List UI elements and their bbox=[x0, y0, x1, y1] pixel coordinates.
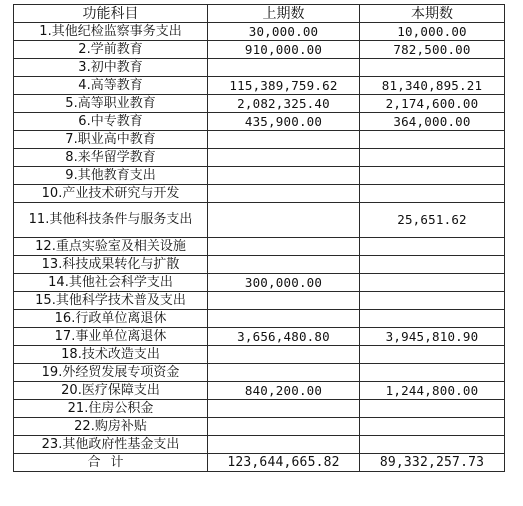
table-row bbox=[14, 59, 505, 77]
row-previous-value: 30,000.00 bbox=[208, 23, 360, 41]
table-row bbox=[14, 23, 505, 41]
table-row bbox=[14, 185, 505, 203]
row-subject: 6.中专教育 bbox=[14, 113, 208, 131]
row-previous-value bbox=[208, 149, 360, 167]
table-row bbox=[14, 274, 505, 292]
row-current-value bbox=[360, 167, 505, 185]
row-subject: 4.高等教育 bbox=[14, 77, 208, 95]
row-subject: 13.科技成果转化与扩散 bbox=[14, 256, 208, 274]
row-subject: 16.行政单位离退休 bbox=[14, 310, 208, 328]
row-subject: 8.来华留学教育 bbox=[14, 149, 208, 167]
table-row bbox=[14, 167, 505, 185]
table-row bbox=[14, 292, 505, 310]
row-current-value bbox=[360, 131, 505, 149]
row-current-value: 10,000.00 bbox=[360, 23, 505, 41]
row-previous-value: 435,900.00 bbox=[208, 113, 360, 131]
row-current-value bbox=[360, 238, 505, 256]
row-current-value: 364,000.00 bbox=[360, 113, 505, 131]
row-previous-value bbox=[208, 400, 360, 418]
row-subject: 12.重点实验室及相关设施 bbox=[14, 238, 208, 256]
row-subject: 23.其他政府性基金支出 bbox=[14, 436, 208, 454]
row-subject: 3.初中教育 bbox=[14, 59, 208, 77]
row-subject: 14.其他社会科学支出 bbox=[14, 274, 208, 292]
table-row bbox=[14, 364, 505, 382]
row-current-value: 782,500.00 bbox=[360, 41, 505, 59]
table-row bbox=[14, 382, 505, 400]
table-row bbox=[14, 256, 505, 274]
table-row bbox=[14, 238, 505, 256]
row-previous-value bbox=[208, 131, 360, 149]
row-current-value bbox=[360, 59, 505, 77]
total-current-value: 89,332,257.73 bbox=[360, 454, 505, 472]
table-row bbox=[14, 149, 505, 167]
row-subject: 17.事业单位离退休 bbox=[14, 328, 208, 346]
expenditure-table bbox=[13, 4, 505, 472]
header-function-subject: 功能科目 bbox=[14, 5, 208, 23]
total-row bbox=[14, 454, 505, 472]
row-current-value bbox=[360, 436, 505, 454]
row-current-value bbox=[360, 274, 505, 292]
row-current-value: 25,651.62 bbox=[360, 203, 505, 238]
row-current-value bbox=[360, 292, 505, 310]
row-subject: 18.技术改造支出 bbox=[14, 346, 208, 364]
header-row bbox=[14, 5, 505, 23]
header-previous-period: 上期数 bbox=[208, 5, 360, 23]
row-subject: 15.其他科学技术普及支出 bbox=[14, 292, 208, 310]
table-row bbox=[14, 131, 505, 149]
table-row bbox=[14, 203, 505, 238]
row-previous-value: 115,389,759.62 bbox=[208, 77, 360, 95]
table-body bbox=[14, 5, 505, 472]
row-previous-value: 840,200.00 bbox=[208, 382, 360, 400]
row-subject: 20.医疗保障支出 bbox=[14, 382, 208, 400]
row-previous-value: 910,000.00 bbox=[208, 41, 360, 59]
row-current-value bbox=[360, 364, 505, 382]
row-previous-value bbox=[208, 346, 360, 364]
table-row bbox=[14, 113, 505, 131]
row-current-value bbox=[360, 185, 505, 203]
row-current-value: 81,340,895.21 bbox=[360, 77, 505, 95]
table-row bbox=[14, 436, 505, 454]
row-subject: 21.住房公积金 bbox=[14, 400, 208, 418]
table-row bbox=[14, 346, 505, 364]
row-previous-value bbox=[208, 238, 360, 256]
row-subject: 5.高等职业教育 bbox=[14, 95, 208, 113]
row-subject: 2.学前教育 bbox=[14, 41, 208, 59]
row-previous-value: 3,656,480.80 bbox=[208, 328, 360, 346]
table-row bbox=[14, 41, 505, 59]
row-current-value: 2,174,600.00 bbox=[360, 95, 505, 113]
total-previous-value: 123,644,665.82 bbox=[208, 454, 360, 472]
row-previous-value bbox=[208, 364, 360, 382]
row-previous-value bbox=[208, 59, 360, 77]
row-subject: 7.职业高中教育 bbox=[14, 131, 208, 149]
row-current-value: 1,244,800.00 bbox=[360, 382, 505, 400]
row-current-value bbox=[360, 346, 505, 364]
table-row bbox=[14, 328, 505, 346]
row-current-value bbox=[360, 400, 505, 418]
row-previous-value bbox=[208, 256, 360, 274]
row-previous-value: 2,082,325.40 bbox=[208, 95, 360, 113]
row-subject: 11.其他科技条件与服务支出 bbox=[14, 203, 208, 238]
row-subject: 19.外经贸发展专项资金 bbox=[14, 364, 208, 382]
row-previous-value bbox=[208, 167, 360, 185]
row-previous-value bbox=[208, 310, 360, 328]
row-current-value bbox=[360, 418, 505, 436]
row-previous-value bbox=[208, 292, 360, 310]
row-current-value bbox=[360, 256, 505, 274]
row-subject: 10.产业技术研究与开发 bbox=[14, 185, 208, 203]
row-previous-value bbox=[208, 185, 360, 203]
row-previous-value bbox=[208, 203, 360, 238]
table-row bbox=[14, 77, 505, 95]
row-previous-value: 300,000.00 bbox=[208, 274, 360, 292]
table-row bbox=[14, 95, 505, 113]
row-current-value bbox=[360, 310, 505, 328]
row-current-value bbox=[360, 149, 505, 167]
row-current-value: 3,945,810.90 bbox=[360, 328, 505, 346]
table-row bbox=[14, 400, 505, 418]
row-previous-value bbox=[208, 436, 360, 454]
row-previous-value bbox=[208, 418, 360, 436]
table-row bbox=[14, 310, 505, 328]
header-current-period: 本期数 bbox=[360, 5, 505, 23]
row-subject: 22.购房补贴 bbox=[14, 418, 208, 436]
row-subject: 9.其他教育支出 bbox=[14, 167, 208, 185]
row-subject: 1.其他纪检监察事务支出 bbox=[14, 23, 208, 41]
total-label: 合计 bbox=[14, 454, 208, 472]
table-row bbox=[14, 418, 505, 436]
